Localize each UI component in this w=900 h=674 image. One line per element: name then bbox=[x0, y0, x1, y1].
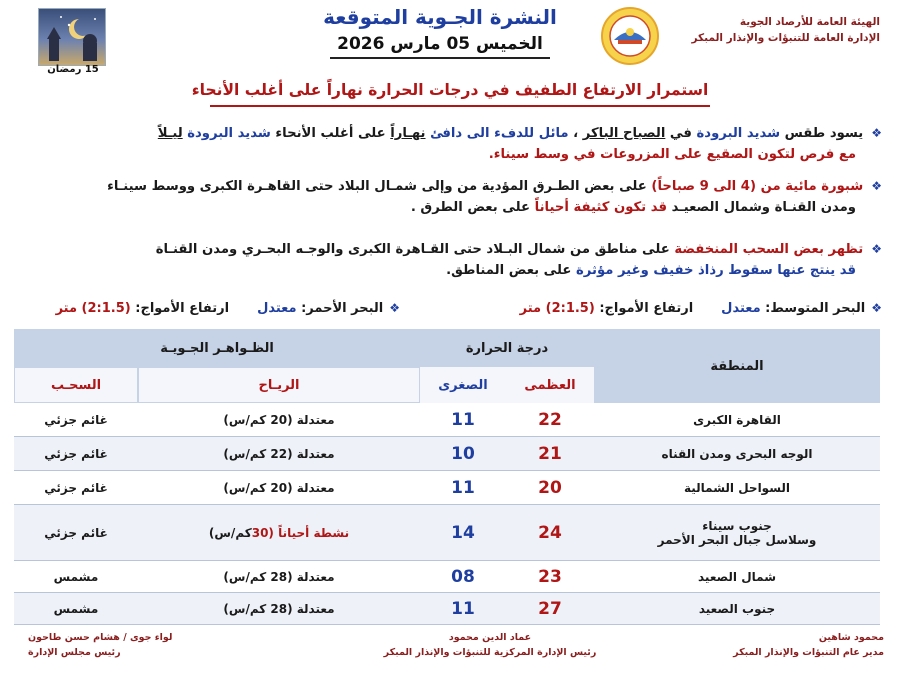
organization-block bbox=[670, 14, 880, 46]
wave-value: (2:1.5) متر bbox=[519, 301, 595, 316]
wave-label: ارتفاع الأمواج: bbox=[130, 301, 230, 316]
text-part: شديد البرودة bbox=[187, 126, 271, 141]
winds-cell: معتدلة (28 كم/س) bbox=[138, 561, 420, 593]
winds-part: كم/س) bbox=[208, 525, 252, 540]
bulletin-date: الخميس 05 مارس 2026 bbox=[337, 34, 543, 54]
forecast-bullet-1 bbox=[20, 123, 882, 165]
sea-label: البحر الأحمر: bbox=[296, 301, 384, 316]
region-cell: شمال الصعيد bbox=[594, 561, 880, 593]
sea-mediterranean bbox=[520, 298, 882, 319]
region-cell: القاهرة الكبرى bbox=[594, 403, 880, 437]
min-temp-cell: 11 bbox=[420, 403, 506, 437]
max-temp-cell: 22 bbox=[506, 403, 594, 437]
region-cell bbox=[594, 505, 880, 561]
header-min: الصغرى bbox=[420, 367, 506, 403]
winds-cell bbox=[138, 505, 420, 561]
clouds-cell: مشمس bbox=[14, 593, 138, 625]
region-line-1: جنوب سيناء bbox=[702, 518, 772, 533]
winds-cell: معتدلة (20 كم/س) bbox=[138, 471, 420, 505]
header-winds: الريـاح bbox=[138, 367, 420, 403]
text-part: شديد البرودة bbox=[696, 126, 781, 141]
max-temp-cell: 23 bbox=[506, 561, 594, 593]
text-part: على بعض الطـرق المؤدية من وإلى شمـال البلاد حتى القاهـرة الكبرى ووسط سينـاء bbox=[107, 179, 652, 194]
wave-value: (2:1.5) متر bbox=[55, 301, 131, 316]
max-temp-cell: 20 bbox=[506, 471, 594, 505]
signatory-title: رئيس الإدارة المركزية للتنبؤات والإنذار المبكر bbox=[383, 647, 597, 658]
header-phenomena: الظـواهـر الجـويـة bbox=[14, 329, 420, 367]
org-name: الهيئة العامة للأرصاد الجوية bbox=[739, 16, 880, 28]
winds-cell: معتدلة (22 كم/س) bbox=[138, 437, 420, 471]
header-clouds: السحـب bbox=[14, 367, 138, 403]
forecast-bullet-2 bbox=[20, 176, 882, 218]
winds-cell: معتدلة (20 كم/س) bbox=[138, 403, 420, 437]
text-part: قد تكون كثيفة أحياناً bbox=[534, 200, 667, 215]
headline-underline bbox=[210, 105, 710, 107]
text-part: على بعض الطرق . bbox=[410, 200, 535, 215]
diamond-bullet-icon: ❖ bbox=[389, 301, 400, 315]
text-part: ليـلاً bbox=[157, 126, 183, 141]
header-max: العظمى bbox=[506, 367, 594, 403]
text-part: على مناطق من شمال البـلاد حتى القـاهرة الكبرى والوجـه البحـري ومدن القنـاة bbox=[155, 242, 675, 257]
clouds-cell: غائم جزئي bbox=[14, 471, 138, 505]
region-cell: السواحل الشمالية bbox=[594, 471, 880, 505]
signature-right bbox=[714, 630, 884, 660]
sea-label: البحر المتوسط: bbox=[760, 301, 866, 316]
signatory-name: محمود شاهين bbox=[818, 632, 884, 643]
signature-middle bbox=[370, 630, 610, 660]
min-temp-cell: 14 bbox=[420, 505, 506, 561]
text-part: ومدن القنـاة وشمال الصعيـد bbox=[666, 200, 856, 215]
region-cell: جنوب الصعيد bbox=[594, 593, 880, 625]
region-line-2: وسلاسل جبال البحر الأحمر bbox=[657, 532, 817, 547]
bullet-1-line-2: مع فرص لتكون الصقيع على المزروعات في وسط سيناء. bbox=[488, 147, 856, 162]
signatory-title: رئيس مجلس الإدارة bbox=[28, 647, 121, 658]
diamond-bullet-icon: ❖ bbox=[871, 179, 882, 193]
signatory-name: عماد الدين محمود bbox=[448, 632, 532, 643]
text-part: تظهر بعض السحب المنخفضة bbox=[674, 242, 864, 257]
signatory-title: مدير عام التنبؤات والإنذار المبكر bbox=[733, 647, 884, 658]
headline: استمرار الارتفاع الطفيف في درجات الحرارة نهاراً على أغلب الأنحاء bbox=[191, 81, 709, 99]
org-department: الإدارة العامة للتنبؤات والإنذار المبكر bbox=[691, 32, 880, 44]
text-part: يسود طقس bbox=[780, 126, 864, 141]
sea-value: معتدل bbox=[257, 301, 297, 316]
diamond-bullet-icon: ❖ bbox=[871, 301, 882, 315]
forecast-table bbox=[14, 329, 880, 625]
meteorology-logo bbox=[600, 6, 660, 66]
diamond-bullet-icon: ❖ bbox=[871, 242, 882, 256]
text-part: قد ينتج عنها سقوط رذاذ خفيف وغير مؤثرة bbox=[576, 263, 856, 278]
forecast-bullet-3 bbox=[20, 239, 882, 281]
text-part: نهـاراً bbox=[390, 126, 426, 141]
min-temp-cell: 11 bbox=[420, 593, 506, 625]
max-temp-cell: 21 bbox=[506, 437, 594, 471]
min-temp-cell: 10 bbox=[420, 437, 506, 471]
winds-cell: معتدلة (28 كم/س) bbox=[138, 593, 420, 625]
ramadan-day: 15 رمضان bbox=[47, 64, 99, 75]
text-part: مائل للدفء الى دافئ bbox=[430, 126, 569, 141]
signatory-name: لواء جوى / هشام حسن طاحون bbox=[28, 632, 173, 643]
max-temp-cell: 27 bbox=[506, 593, 594, 625]
date-underline bbox=[330, 57, 550, 59]
max-temp-cell: 24 bbox=[506, 505, 594, 561]
clouds-cell: غائم جزئي bbox=[14, 437, 138, 471]
header-region: المنطقة bbox=[594, 329, 880, 403]
clouds-cell: غائم جزئي bbox=[14, 505, 138, 561]
min-temp-cell: 08 bbox=[420, 561, 506, 593]
min-temp-cell: 11 bbox=[420, 471, 506, 505]
title-block bbox=[290, 2, 590, 56]
text-part: الصباح الباكر bbox=[582, 126, 666, 141]
text-part: على أغلب الأنحاء bbox=[270, 126, 391, 141]
sea-red-sea bbox=[56, 298, 400, 319]
winds-speed: 30 bbox=[251, 525, 269, 540]
signature-left bbox=[28, 630, 188, 660]
text-part: على بعض المناطق. bbox=[446, 263, 577, 278]
text-part: شبورة مائية من (4 الى 9 صباحاً) bbox=[651, 179, 864, 194]
header-temperature: درجة الحرارة bbox=[420, 329, 594, 367]
clouds-cell: غائم جزئي bbox=[14, 403, 138, 437]
text-part: في bbox=[665, 126, 697, 141]
clouds-cell: مشمس bbox=[14, 561, 138, 593]
text-part: ، bbox=[568, 126, 583, 141]
sea-value: معتدل bbox=[721, 301, 761, 316]
winds-part: نشطة أحياناً ( bbox=[268, 525, 350, 540]
bulletin-title: النشرة الجـوية المتوقعة bbox=[323, 5, 557, 29]
ramadan-image bbox=[38, 8, 106, 66]
diamond-bullet-icon: ❖ bbox=[871, 126, 882, 140]
region-cell: الوجه البحرى ومدن القناه bbox=[594, 437, 880, 471]
wave-label: ارتفاع الأمواج: bbox=[594, 301, 694, 316]
